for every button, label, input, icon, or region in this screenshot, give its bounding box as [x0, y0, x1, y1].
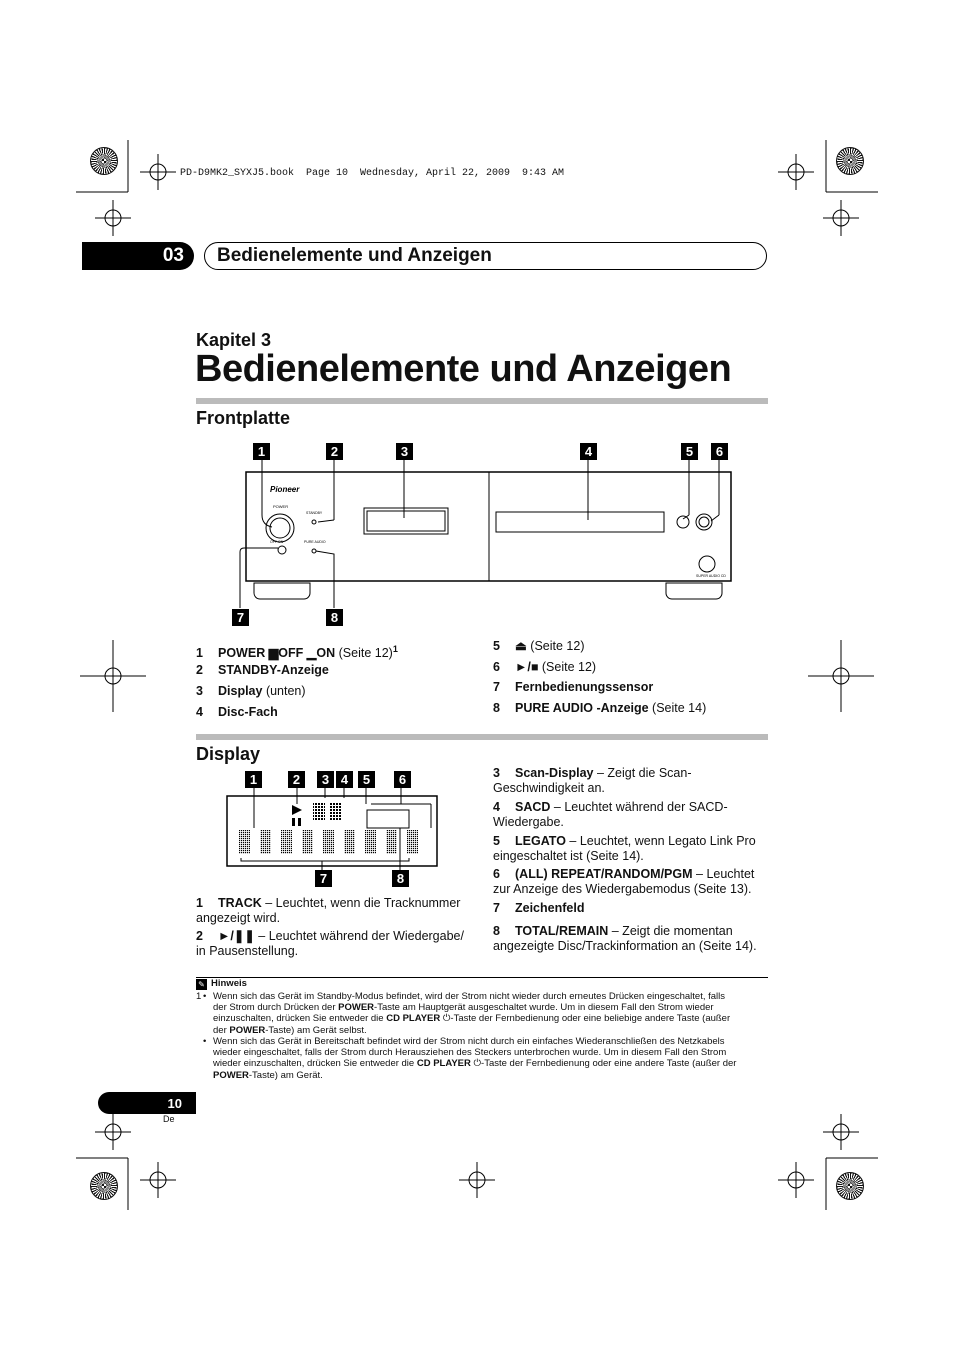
- callout-3: 3: [317, 771, 334, 788]
- display-item-8: 8 TOTAL/REMAIN – Zeigt die momentan angezeigte Disc/Trackinformation an (Seite 14).: [493, 924, 757, 953]
- display-item-7: 7 Zeichenfeld: [493, 901, 585, 915]
- hinweis-rule: [196, 977, 768, 978]
- list-item: 7 Fernbedienungssensor: [493, 680, 654, 694]
- callout-1: 1: [245, 771, 262, 788]
- page-number-tab: [98, 1092, 196, 1114]
- callout-8: 8: [326, 609, 343, 626]
- display-heading: Display: [196, 744, 261, 764]
- display-item-1: 1 TRACK – Leuchtet, wenn die Tracknummer angezeigt wird.: [196, 896, 461, 925]
- color-target-icon: [90, 1172, 118, 1200]
- note-bullet-1: Wenn sich das Gerät im Standby-Modus befindet, wird der Strom nicht wieder durch erneutes Drücken eingeschaltet, falls der Strom durch Drücken der POWER-Taste am Hauptgerät ausgeschaltet wurde. Um in diesem Fall den Strom wieder einzuschalten, drücken Sie entweder die CD PLAYER ⏻-Taste der Fernbedienung oder eine beliebige andere Taste (außer der POWER-Taste) am Gerät selbst.: [213, 991, 731, 1036]
- list-item: 3 Display (unten): [196, 684, 306, 698]
- note-pencil-icon: ✎: [196, 979, 207, 990]
- callout-3: 3: [396, 443, 413, 460]
- color-target-icon: [836, 147, 864, 175]
- language-code: De: [163, 1114, 175, 1124]
- standby-label: STANDBY: [306, 511, 323, 515]
- front-panel-drawing: [230, 460, 740, 610]
- off-on-label: OFF ON: [270, 540, 284, 544]
- note-bullet-2: Wenn sich das Gerät in Bereitschaft befindet wird der Strom nicht durch ein einfaches Wiederanschließen des Netzkabels wieder eingeschaltet, falls der Strom durch Herausziehen des Steckers unterbrochen wurde. Um in diesem Fall den Strom wieder einzuschalten, drücken Sie entweder die CD PLAYER ⏻-Taste der Fernbedienung oder eine andere Taste (außer der POWER-Taste) am Gerät.: [213, 1036, 737, 1081]
- display-item-4: 4 SACD – Leuchtet während der SACD-Wiedergabe.: [493, 800, 728, 829]
- callout-8: 8: [392, 870, 409, 887]
- display-item-3: 3 Scan-Display – Zeigt die Scan-Geschwindigkeit an.: [493, 766, 692, 795]
- chapter-title-bar: [204, 242, 767, 270]
- brand-logo: Pioneer: [270, 485, 300, 494]
- display-item-2: 2 ►/❚❚ – Leuchtet während der Wiedergabe/ in Pausenstellung.: [196, 929, 464, 958]
- list-item: 5 ⏏ (Seite 12): [493, 639, 585, 653]
- section-divider: [196, 398, 768, 404]
- callout-4: 4: [580, 443, 597, 460]
- section-divider: [196, 734, 768, 740]
- hinweis-heading: Hinweis: [211, 978, 247, 989]
- print-header: PD-D9MK2_SYXJ5.book Page 10 Wednesday, April 22, 2009 9:43 AM: [180, 168, 565, 179]
- callout-7: 7: [232, 609, 249, 626]
- chapter-number: 03: [82, 242, 194, 270]
- power-label: POWER: [273, 504, 289, 509]
- chapter-title: Bedienelemente und Anzeigen: [217, 245, 492, 266]
- pure-audio-label: PURE AUDIO: [304, 540, 326, 544]
- list-item: 1 POWER ▆OFF ▁ON (Seite 12)$^1$: [196, 644, 398, 661]
- kapitel-label: Kapitel 3: [196, 330, 272, 350]
- callout-5: 5: [358, 771, 375, 788]
- bullet-dot: •: [203, 991, 207, 1002]
- color-target-icon: [90, 147, 118, 175]
- list-item: 8 PURE AUDIO -Anzeige (Seite 14): [493, 701, 707, 715]
- display-item-6: 6 (ALL) REPEAT/RANDOM/PGM – Leuchtet zur Anzeige des Wiedergabemodus (Seite 13).: [493, 867, 755, 896]
- page-title: Bedienelemente und Anzeigen: [195, 348, 732, 390]
- note-number: 1: [196, 991, 202, 1002]
- display-drawing: [225, 788, 445, 872]
- frontplatte-heading: Frontplatte: [196, 408, 290, 428]
- callout-6: 6: [711, 443, 728, 460]
- list-item: 2 STANDBY-Anzeige: [196, 663, 329, 677]
- callout-4: 4: [336, 771, 353, 788]
- sacd-logo: SUPER AUDIO CD: [696, 574, 726, 578]
- callout-7: 7: [315, 870, 332, 887]
- callout-6: 6: [394, 771, 411, 788]
- list-item: 4 Disc-Fach: [196, 705, 278, 719]
- display-item-5: 5 LEGATO – Leuchtet, wenn Legato Link Pro eingeschaltet ist (Seite 14).: [493, 834, 756, 863]
- callout-1: 1: [253, 443, 270, 460]
- color-target-icon: [836, 1172, 864, 1200]
- callout-2: 2: [288, 771, 305, 788]
- callout-2: 2: [326, 443, 343, 460]
- callout-5: 5: [681, 443, 698, 460]
- list-item: 6 ►/■ (Seite 12): [493, 660, 597, 674]
- bullet-dot: •: [203, 1036, 207, 1047]
- page-number: 10: [167, 1095, 182, 1111]
